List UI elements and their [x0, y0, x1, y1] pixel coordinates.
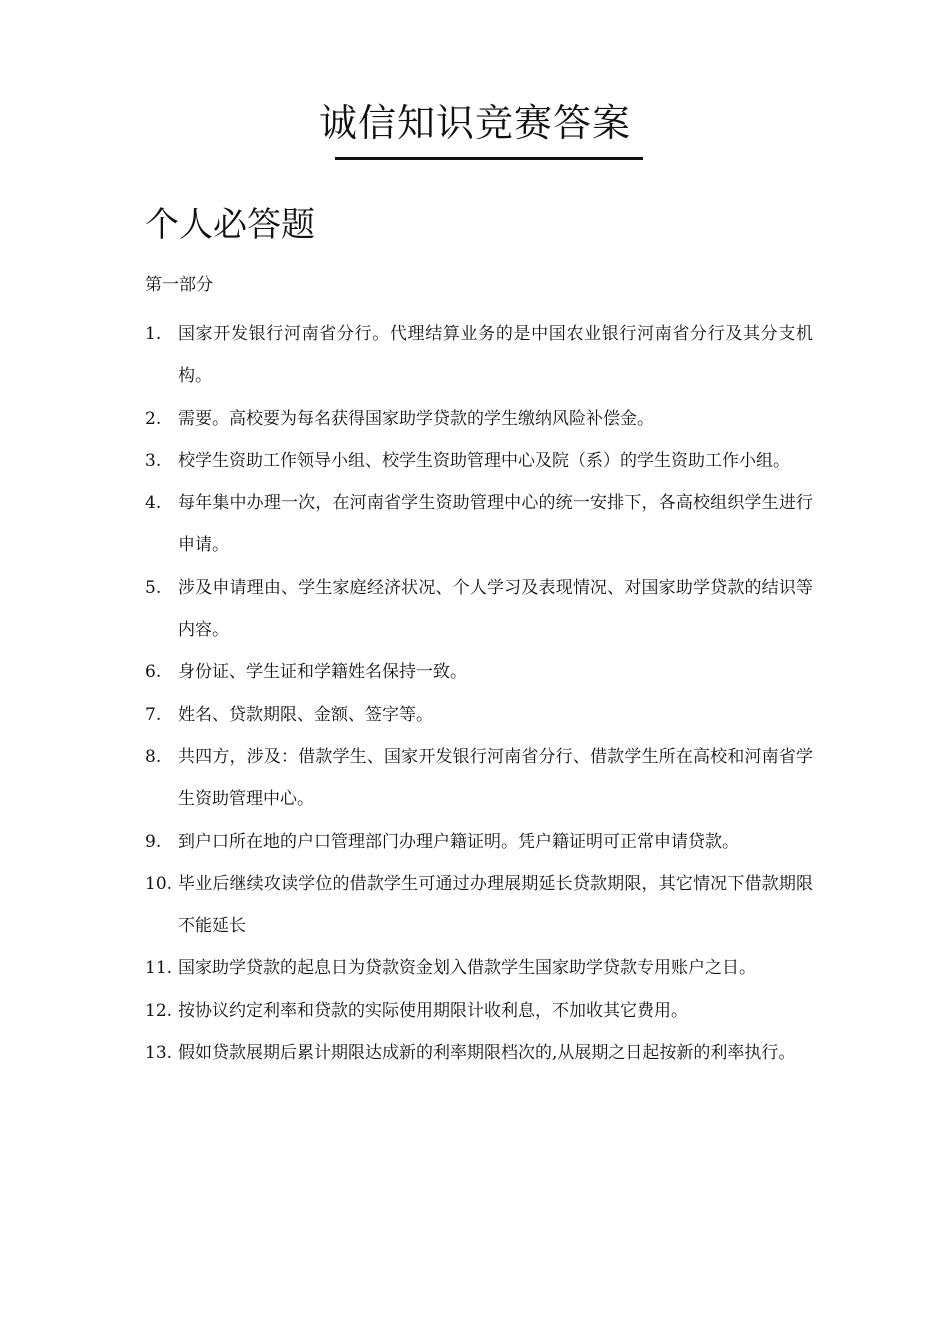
answer-item	[145, 1032, 813, 1074]
answer-number: 12.	[145, 1000, 173, 1021]
answer-text: 到户口所在地的户口管理部门办理户籍证明。凭户籍证明可正常申请贷款。	[178, 831, 739, 852]
answer-item	[145, 990, 813, 1032]
answer-item	[145, 651, 813, 693]
answer-item	[145, 947, 813, 989]
answer-text: 身份证、学生证和学籍姓名保持一致。	[178, 662, 467, 683]
answer-item	[145, 440, 813, 482]
answer-item	[145, 821, 813, 863]
answer-text: 需要。高校要为每名获得国家助学贷款的学生缴纳风险补偿金。	[178, 408, 654, 429]
answer-number: 6.	[145, 662, 162, 683]
answer-text: 国家助学贷款的起息日为贷款资金划入借款学生国家助学贷款专用账户之日。	[178, 958, 756, 979]
answer-text: 毕业后继续攻读学位的借款学生可通过办理展期延长贷款期限，其它情况下借款期限不能延长	[178, 873, 813, 937]
answer-item	[145, 398, 813, 440]
answer-number: 13.	[145, 1043, 173, 1064]
answer-number: 11.	[145, 958, 173, 979]
answer-number: 7.	[145, 704, 162, 725]
answer-item	[145, 482, 813, 567]
section-heading: 个人必答题	[145, 205, 315, 245]
answer-number: 1.	[145, 324, 162, 344]
title-underline	[335, 157, 643, 160]
answer-number: 3.	[145, 450, 162, 471]
answer-text: 按协议约定利率和贷款的实际使用期限计收利息，不加收其它费用。	[178, 1000, 688, 1021]
answer-text: 假如贷款展期后累计期限达成新的利率期限档次的,从展期之日起按新的利率执行。	[178, 1043, 796, 1064]
answer-text: 涉及申请理由、学生家庭经济状况、个人学习及表现情况、对国家助学贷款的结识等内容。	[178, 577, 813, 641]
subsection-label: 第一部分	[145, 275, 213, 295]
answer-item	[145, 313, 813, 398]
answer-item	[145, 736, 813, 821]
answer-text: 姓名、贷款期限、金额、签字等。	[178, 704, 433, 725]
answer-item	[145, 694, 813, 736]
answer-item	[145, 567, 813, 652]
answer-number: 8.	[145, 746, 162, 767]
answer-number: 9.	[145, 831, 162, 852]
answer-number: 10.	[145, 873, 173, 894]
answer-text: 国家开发银行河南省分行。代理结算业务的是中国农业银行河南省分行及其分支机构。	[178, 324, 813, 387]
answer-number: 2.	[145, 408, 162, 429]
answer-list	[145, 313, 813, 1074]
answer-item	[145, 863, 813, 948]
answer-text: 共四方，涉及：借款学生、国家开发银行河南省分行、借款学生所在高校和河南省学生资助管理中心。	[178, 746, 813, 810]
document-title: 诚信知识竞赛答案	[318, 101, 631, 145]
answer-number: 4.	[145, 493, 162, 514]
answer-text: 校学生资助工作领导小组、校学生资助管理中心及院（系）的学生资助工作小组。	[178, 450, 790, 471]
answer-number: 5.	[145, 577, 162, 598]
answer-text: 每年集中办理一次，在河南省学生资助管理中心的统一安排下，各高校组织学生进行申请。	[178, 493, 813, 556]
